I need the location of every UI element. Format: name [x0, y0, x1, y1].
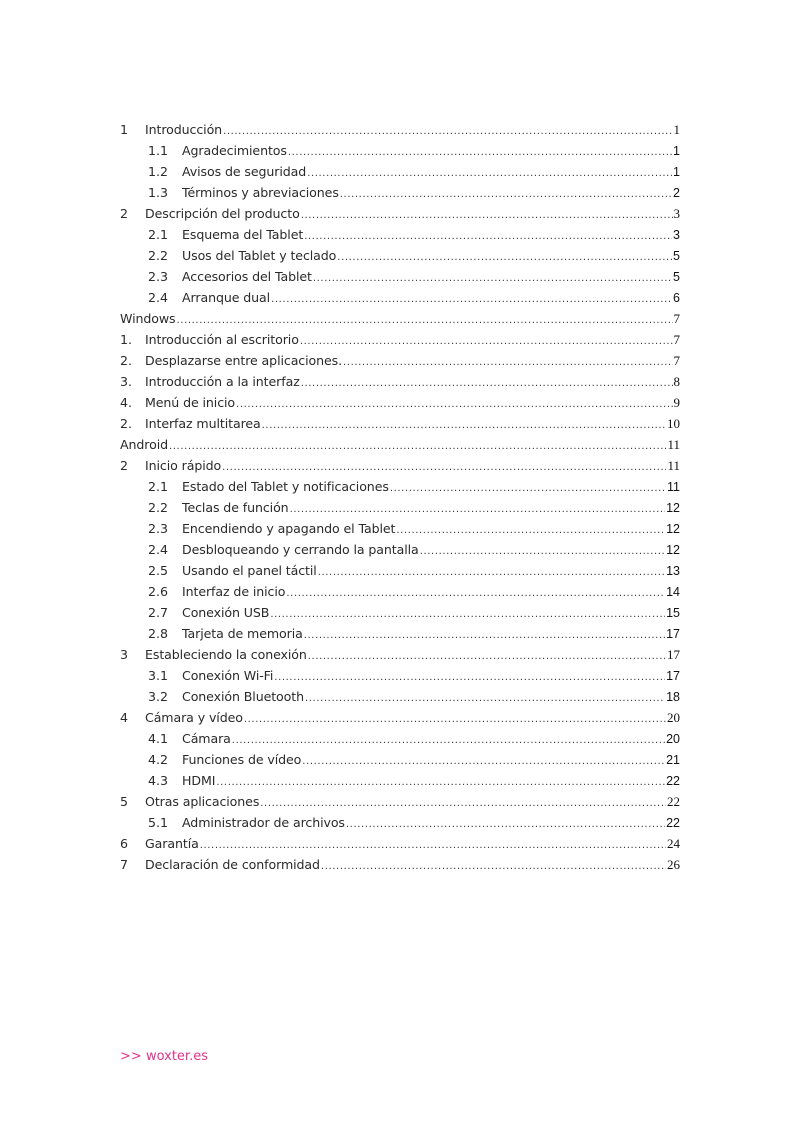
toc-leader-dots — [301, 205, 673, 224]
toc-entry[interactable] — [120, 539, 680, 560]
toc-leader-dots — [318, 562, 665, 581]
toc-entry-title[interactable]: Tarjeta de memoria — [182, 626, 303, 641]
toc-entry[interactable] — [120, 602, 680, 623]
toc-entry[interactable] — [120, 665, 680, 686]
toc-entry-title[interactable]: Introducción al escritorio — [145, 332, 299, 347]
toc-leader-dots — [200, 835, 666, 854]
toc-entry-title[interactable]: Desplazarse entre aplicaciones. — [145, 353, 343, 368]
toc-entry[interactable] — [120, 182, 680, 203]
toc-entry-title[interactable]: Arranque dual — [182, 290, 271, 305]
toc-entry-page: 10 — [667, 416, 680, 431]
toc-entry[interactable] — [120, 812, 680, 833]
toc-leader-dots — [308, 646, 666, 665]
toc-leader-dots — [260, 793, 666, 812]
toc-entry[interactable] — [120, 287, 680, 308]
toc-entry-number: 2.1 — [148, 479, 169, 494]
toc-entry-page: 7 — [673, 353, 680, 368]
toc-entry-number: 4.2 — [148, 752, 169, 767]
toc-entry-number: 4 — [120, 710, 129, 725]
toc-entry-number: 2.8 — [148, 626, 169, 641]
toc-leader-dots — [288, 142, 672, 161]
toc-entry-page: 5 — [673, 249, 680, 263]
toc-entry-page: 3 — [673, 206, 680, 221]
toc-entry[interactable] — [120, 623, 680, 644]
toc-entry[interactable] — [120, 308, 680, 329]
toc-leader-dots — [244, 709, 666, 728]
toc-entry-page: 18 — [666, 690, 680, 704]
toc-entry[interactable] — [120, 791, 680, 812]
toc-entry-page: 2 — [673, 186, 680, 200]
toc-entry-page: 1 — [673, 165, 680, 179]
toc-entry-number: 3.2 — [148, 689, 169, 704]
toc-entry-title[interactable]: Declaración de conformidad — [145, 857, 320, 872]
toc-leader-dots — [262, 415, 666, 434]
toc-leader-dots — [177, 310, 673, 329]
toc-entry-page: 24 — [667, 836, 680, 851]
toc-entry-page: 11 — [667, 480, 680, 494]
toc-entry[interactable] — [120, 770, 680, 791]
toc-entry-number: 4. — [120, 395, 133, 410]
toc-entry-title[interactable]: Windows — [120, 311, 176, 326]
toc-leader-dots — [321, 856, 666, 875]
toc-entry-page: 11 — [667, 437, 680, 452]
toc-entry-title[interactable]: Avisos de seguridad — [182, 164, 307, 179]
toc-entry-number: 1.1 — [148, 143, 169, 158]
toc-entry-page: 12 — [666, 522, 680, 536]
toc-entry-title[interactable]: Funciones de vídeo — [182, 752, 302, 767]
toc-entry-title[interactable]: Conexión Wi-Fi — [182, 668, 274, 683]
toc-entry-title[interactable]: Agradecimientos — [182, 143, 287, 158]
toc-entry-number: 6 — [120, 836, 129, 851]
toc-entry[interactable] — [120, 119, 680, 140]
toc-entry-page: 1 — [673, 122, 680, 137]
toc-leader-dots — [271, 289, 672, 308]
toc-entry-title[interactable]: Cámara — [182, 731, 231, 746]
toc-entry-title[interactable]: Esquema del Tablet — [182, 227, 304, 242]
toc-leader-dots — [216, 772, 665, 791]
toc-leader-dots — [223, 121, 672, 140]
toc-leader-dots — [232, 730, 665, 749]
toc-entry-title[interactable]: Introducción a la interfaz — [145, 374, 300, 389]
toc-leader-dots — [390, 478, 666, 497]
toc-entry-page: 15 — [666, 606, 680, 620]
toc-entry-page: 7 — [673, 332, 680, 347]
toc-entry-title[interactable]: Conexión Bluetooth — [182, 689, 304, 704]
toc-entry[interactable] — [120, 518, 680, 539]
toc-leader-dots — [286, 583, 665, 602]
toc-leader-dots — [236, 394, 672, 413]
toc-leader-dots — [169, 436, 666, 455]
toc-entry-title[interactable]: Garantía — [145, 836, 199, 851]
toc-leader-dots — [346, 814, 665, 833]
toc-entry-page: 1 — [673, 144, 680, 158]
toc-entry-number: 2.4 — [148, 290, 169, 305]
toc-entry-page: 20 — [667, 710, 680, 725]
toc-leader-dots — [305, 688, 665, 707]
toc-entry[interactable] — [120, 560, 680, 581]
toc-entry-page: 17 — [666, 627, 680, 641]
toc-leader-dots — [420, 541, 665, 560]
toc-leader-dots — [274, 667, 665, 686]
toc-entry[interactable] — [120, 434, 680, 455]
toc-entry-number: 2.3 — [148, 521, 169, 536]
toc-entry[interactable] — [120, 749, 680, 770]
toc-entry[interactable] — [120, 392, 680, 413]
toc-entry[interactable] — [120, 854, 680, 875]
toc-entry[interactable] — [120, 350, 680, 371]
toc-leader-dots — [396, 520, 665, 539]
toc-entry-number: 2.4 — [148, 542, 169, 557]
toc-entry[interactable] — [120, 497, 680, 518]
toc-entry-page: 17 — [666, 669, 680, 683]
footer-site-link[interactable]: woxter.es — [145, 1049, 208, 1064]
toc-entry-title[interactable]: Encendiendo y apagando el Tablet — [182, 521, 396, 536]
toc-entry-page: 9 — [673, 395, 680, 410]
toc-entry-title[interactable]: Interfaz de inicio — [182, 584, 286, 599]
toc-entry-number: 1.2 — [148, 164, 169, 179]
footer-prefix: >> — [120, 1049, 142, 1064]
toc-entry-page: 5 — [673, 270, 680, 284]
toc-entry-title[interactable]: Administrador de archivos — [182, 815, 345, 830]
toc-leader-dots — [300, 331, 673, 350]
toc-leader-dots — [222, 457, 666, 476]
toc-entry-number: 5 — [120, 794, 129, 809]
toc-leader-dots — [270, 604, 665, 623]
table-of-contents — [120, 119, 680, 875]
toc-entry-title[interactable]: Estableciendo la conexión — [145, 647, 307, 662]
toc-entry[interactable] — [120, 686, 680, 707]
toc-entry[interactable] — [120, 644, 680, 665]
toc-leader-dots — [343, 352, 672, 371]
toc-entry[interactable] — [120, 455, 680, 476]
toc-entry-title[interactable]: Usos del Tablet y teclado — [182, 248, 337, 263]
toc-entry[interactable] — [120, 728, 680, 749]
toc-entry-title[interactable]: Términos y abreviaciones — [182, 185, 339, 200]
toc-entry-page: 14 — [666, 585, 680, 599]
toc-entry-number: 2. — [120, 416, 133, 431]
toc-leader-dots — [337, 247, 672, 266]
toc-entry-page: 22 — [666, 816, 680, 830]
toc-entry-page: 20 — [666, 732, 680, 746]
toc-entry-page: 6 — [673, 291, 680, 305]
toc-entry[interactable] — [120, 581, 680, 602]
toc-entry-title[interactable]: Otras aplicaciones — [145, 794, 260, 809]
toc-entry[interactable] — [120, 371, 680, 392]
toc-entry-number: 2. — [120, 353, 133, 368]
toc-entry-title[interactable]: Usando el panel táctil — [182, 563, 317, 578]
toc-entry-number: 7 — [120, 857, 129, 872]
toc-entry-title[interactable]: Interfaz multitarea — [145, 416, 261, 431]
toc-entry-number: 5.1 — [148, 815, 169, 830]
toc-entry-number: 1. — [120, 332, 133, 347]
toc-leader-dots — [290, 499, 666, 518]
toc-entry-page: 13 — [666, 564, 680, 578]
footer-website[interactable] — [120, 1049, 208, 1064]
toc-entry-number: 2 — [120, 206, 129, 221]
toc-entry-page: 3 — [673, 228, 680, 242]
toc-entry-title[interactable]: Android — [120, 437, 168, 452]
toc-entry-number: 1.3 — [148, 185, 169, 200]
toc-entry-number: 2.3 — [148, 269, 169, 284]
toc-entry-page: 8 — [673, 374, 680, 389]
toc-entry-page: 12 — [666, 543, 680, 557]
toc-entry-page: 26 — [667, 857, 680, 872]
toc-entry[interactable] — [120, 329, 680, 350]
toc-entry-title[interactable]: Descripción del producto — [145, 206, 300, 221]
toc-leader-dots — [304, 226, 672, 245]
toc-entry-page: 11 — [667, 458, 680, 473]
toc-entry-number: 2.5 — [148, 563, 169, 578]
toc-entry-number: 2 — [120, 458, 129, 473]
toc-entry-title[interactable]: Cámara y vídeo — [145, 710, 243, 725]
toc-entry[interactable] — [120, 245, 680, 266]
toc-entry-title[interactable]: Menú de inicio — [145, 395, 236, 410]
toc-entry-number: 2.1 — [148, 227, 169, 242]
toc-entry[interactable] — [120, 833, 680, 854]
toc-leader-dots — [304, 625, 665, 644]
toc-entry-number: 2.2 — [148, 500, 169, 515]
toc-entry-title[interactable]: Estado del Tablet y notificaciones — [182, 479, 389, 494]
toc-entry[interactable] — [120, 224, 680, 245]
toc-entry-page: 7 — [673, 311, 680, 326]
toc-entry[interactable] — [120, 203, 680, 224]
toc-entry-title[interactable]: Teclas de función — [182, 500, 289, 515]
toc-entry-page: 17 — [667, 647, 680, 662]
toc-entry-number: 3.1 — [148, 668, 169, 683]
toc-entry-number: 3. — [120, 374, 133, 389]
toc-leader-dots — [302, 751, 665, 770]
toc-entry-number: 3 — [120, 647, 129, 662]
toc-entry[interactable] — [120, 707, 680, 728]
toc-entry-title[interactable]: Desbloqueando y cerrando la pantalla — [182, 542, 419, 557]
toc-entry[interactable] — [120, 413, 680, 434]
toc-entry-number: 2.7 — [148, 605, 169, 620]
toc-entry[interactable] — [120, 161, 680, 182]
toc-leader-dots — [340, 184, 672, 203]
toc-entry-title[interactable]: Accesorios del Tablet — [182, 269, 312, 284]
toc-leader-dots — [301, 373, 673, 392]
toc-entry-page: 22 — [667, 794, 680, 809]
toc-entry-title[interactable]: HDMI — [182, 773, 216, 788]
toc-entry-page: 22 — [666, 774, 680, 788]
toc-entry[interactable] — [120, 140, 680, 161]
toc-entry[interactable] — [120, 476, 680, 497]
toc-leader-dots — [307, 163, 672, 182]
toc-entry-number: 2.6 — [148, 584, 169, 599]
toc-entry-title[interactable]: Inicio rápido — [145, 458, 222, 473]
toc-entry-page: 12 — [666, 501, 680, 515]
toc-entry-number: 2.2 — [148, 248, 169, 263]
toc-entry-number: 4.1 — [148, 731, 169, 746]
toc-entry-title[interactable]: Introducción — [145, 122, 223, 137]
toc-leader-dots — [313, 268, 672, 287]
toc-entry-number: 1 — [120, 122, 129, 137]
toc-entry-title[interactable]: Conexión USB — [182, 605, 270, 620]
toc-entry-number: 4.3 — [148, 773, 169, 788]
toc-entry-page: 21 — [666, 753, 680, 767]
toc-entry[interactable] — [120, 266, 680, 287]
